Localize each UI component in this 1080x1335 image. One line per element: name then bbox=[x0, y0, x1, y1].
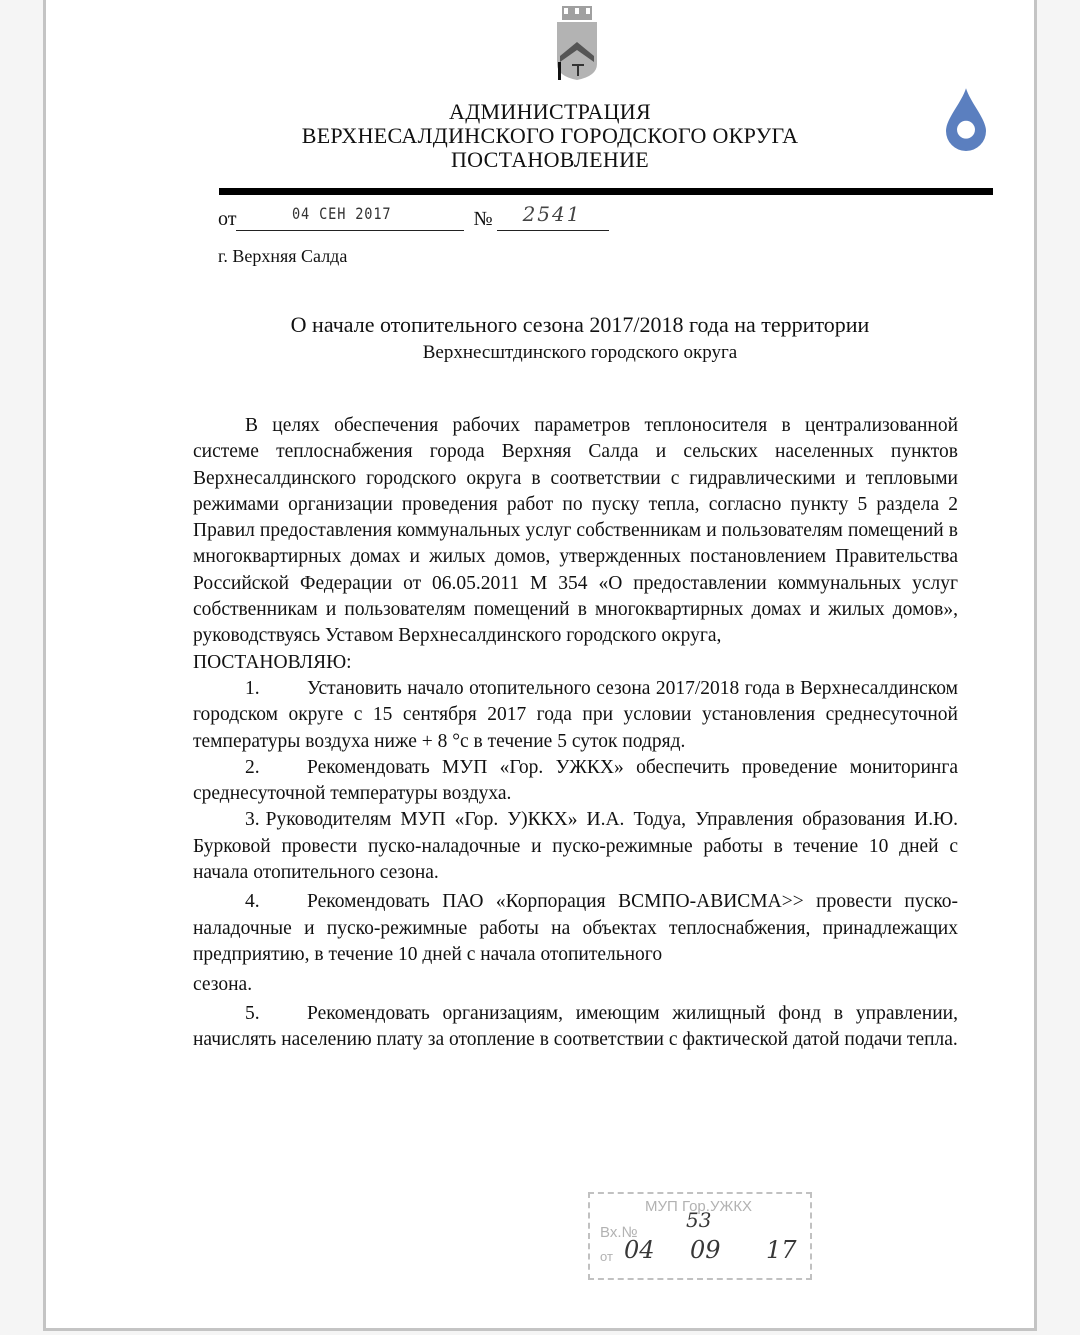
item-number: 1. bbox=[245, 677, 260, 699]
item-text: Рекомендовать ПАО «Корпорация ВСМПО-АВИСМА>> провести пуско-наладочные и пуско-режимные работы на объектах теплоснабжения, принадлежащих предприятию, в течение 10 дней с начала отопительного bbox=[193, 891, 958, 965]
item-text: Установить начало отопительного сезона 2017/2018 года в Верхнесалдинском городском округе с 15 сентября 2017 года при условии установления среднесуточной температуры воздуха ниже + 8 °с в течение 5 суток подряд. bbox=[193, 677, 958, 752]
number-prefix: № bbox=[473, 208, 493, 230]
stamp-in-number: 53 bbox=[686, 1208, 712, 1232]
item-number: 3. bbox=[245, 809, 260, 831]
org-name-line2: ВЕРХНЕСАЛДИНСКОГО ГОРОДСКОГО ОКРУГА bbox=[301, 123, 799, 148]
document-number: 2541 bbox=[522, 202, 582, 226]
preamble-text: В целях обеспечения рабочих параметров теплоносителя в централизованной системе теплоснабжения города Верхняя Салда и сельских населенных пунктов Верхнесалдинского городского округа в соответствии с гидравлическими и тепловыми режимами организации проведения работ по пуску тепла, согласно пункту 5 раздела 2 Правил предоставления коммунальных услуг собственникам и пользователям помещений в многоквартирных домах и жилых домов, утвержденных постановлением Правительства Российской Федерации от 06.05.2011 М 354 «О предоставлении коммунальных услуг собственникам и пользователям помещений в многоквартирных домах и жилых домов», руководствуясь Уставом Верхнесалдинского городского округа, bbox=[193, 415, 958, 647]
stamp-org: МУП Гор.УЖКХ bbox=[645, 1198, 753, 1215]
date-field bbox=[236, 204, 464, 231]
title-line1: О начале отопительного сезона 2017/2018 года на территории bbox=[290, 312, 870, 337]
date-stamp: 04 СЕН 2017 bbox=[292, 204, 392, 223]
date-prefix: от bbox=[218, 208, 237, 230]
item-4-tail: сезона. bbox=[193, 974, 253, 996]
title-line2: Верхнесштдинского городского округа bbox=[422, 342, 738, 363]
document-body bbox=[193, 413, 958, 1053]
item-text: Рекомендовать организациям, имеющим жилищный фонд в управлении, начислять населению плату за отопление в соответствии с фактической датой подачи тепла. bbox=[193, 1002, 958, 1050]
org-name-line1: АДМИНИСТРАЦИЯ bbox=[449, 99, 651, 124]
coat-of-arms-icon bbox=[554, 4, 600, 80]
city-name: г. Верхняя Салда bbox=[218, 246, 348, 266]
stamp-in-label: Вх.№ bbox=[600, 1224, 638, 1241]
item-2 bbox=[193, 755, 958, 808]
item-3 bbox=[193, 807, 958, 886]
item-number: 5. bbox=[245, 1002, 260, 1024]
item-1 bbox=[193, 676, 958, 755]
item-text: Руководителям МУП «Гор. У)ККХ» И.А. Тодуа, Управления образования И.Ю. Бурковой провести пуско-наладочные и пуско-режимные работы в течение 10 дней с начала отопительного сезона. bbox=[193, 809, 958, 884]
stamp-date-label: от bbox=[600, 1249, 613, 1264]
item-text: Рекомендовать МУП «Гор. УЖКХ» обеспечить проведение мониторинга среднесуточной температуры воздуха. bbox=[193, 756, 958, 805]
date-number-line bbox=[218, 202, 609, 240]
number-field bbox=[497, 202, 609, 231]
document-type: ПОСТАНОВЛЕНИЕ bbox=[450, 147, 650, 172]
document-page bbox=[43, 0, 1037, 1331]
decree-word: ПОСТАНОВЛЯЮ: bbox=[193, 651, 352, 673]
receipt-stamp bbox=[588, 1192, 812, 1280]
header-divider bbox=[219, 188, 993, 195]
item-number: 4. bbox=[245, 891, 260, 913]
stamp-year: 17 bbox=[766, 1236, 797, 1264]
item-5 bbox=[193, 1001, 958, 1054]
stamp-day: 04 bbox=[624, 1236, 655, 1264]
stamp-month: 09 bbox=[690, 1236, 721, 1264]
item-number: 2. bbox=[245, 756, 260, 778]
item-4 bbox=[193, 889, 958, 968]
